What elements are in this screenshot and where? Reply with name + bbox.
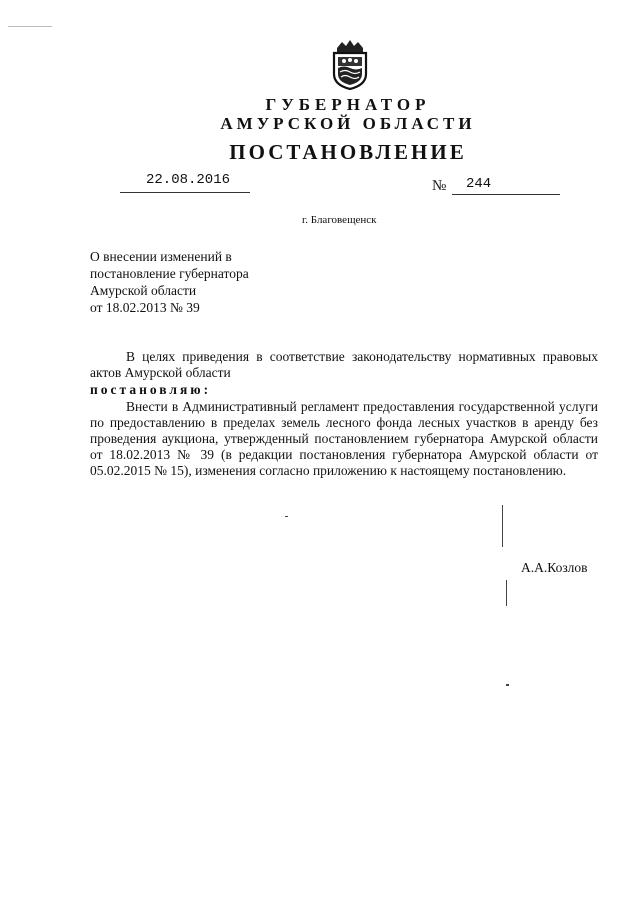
signatory-name: А.А.Козлов xyxy=(521,560,588,575)
body-text xyxy=(90,349,598,480)
decree-paragraph: Внести в Административный регламент предоставления государственной услуги по предоставлению в пределах земель лесного фонда лесных участков в аренду без проведения аукциона, утвержденный постановлением губернатора Амурской области от 18.02.2013 № 39 (в редакции постановления губернатора Амурской области от 05.02.2015 № 15), изменения согласно приложению к настоящему постановлению. xyxy=(90,398,598,479)
city-label: г. Благовещенск xyxy=(302,214,377,226)
scan-mark xyxy=(285,516,288,517)
subject-line: Амурской области xyxy=(90,283,197,298)
document-type-title: ПОСТАНОВЛЕНИЕ xyxy=(229,140,467,164)
coat-of-arms-icon xyxy=(328,38,372,90)
subject-line: постановление губернатора xyxy=(90,266,249,281)
scan-mark xyxy=(506,684,509,686)
subject-line: О внесении изменений в xyxy=(90,249,232,264)
subject-line: от 18.02.2013 № 39 xyxy=(90,300,200,315)
document-number: 244 xyxy=(466,176,492,192)
scan-mark xyxy=(502,505,503,547)
subject-block xyxy=(90,248,320,316)
number-underline xyxy=(452,194,560,195)
date-underline xyxy=(120,192,250,193)
decree-word: постановляю: xyxy=(90,382,212,398)
scan-mark xyxy=(506,580,507,606)
document-date: 22.08.2016 xyxy=(146,172,231,188)
header-line1: ГУБЕРНАТОР xyxy=(265,95,431,114)
number-sign: № xyxy=(432,178,447,194)
preamble-paragraph: В целях приведения в соответствие законодательству нормативных правовых актов Амурской области xyxy=(90,349,598,381)
header-line2: АМУРСКОЙ ОБЛАСТИ xyxy=(220,114,476,133)
scan-mark xyxy=(8,26,52,27)
